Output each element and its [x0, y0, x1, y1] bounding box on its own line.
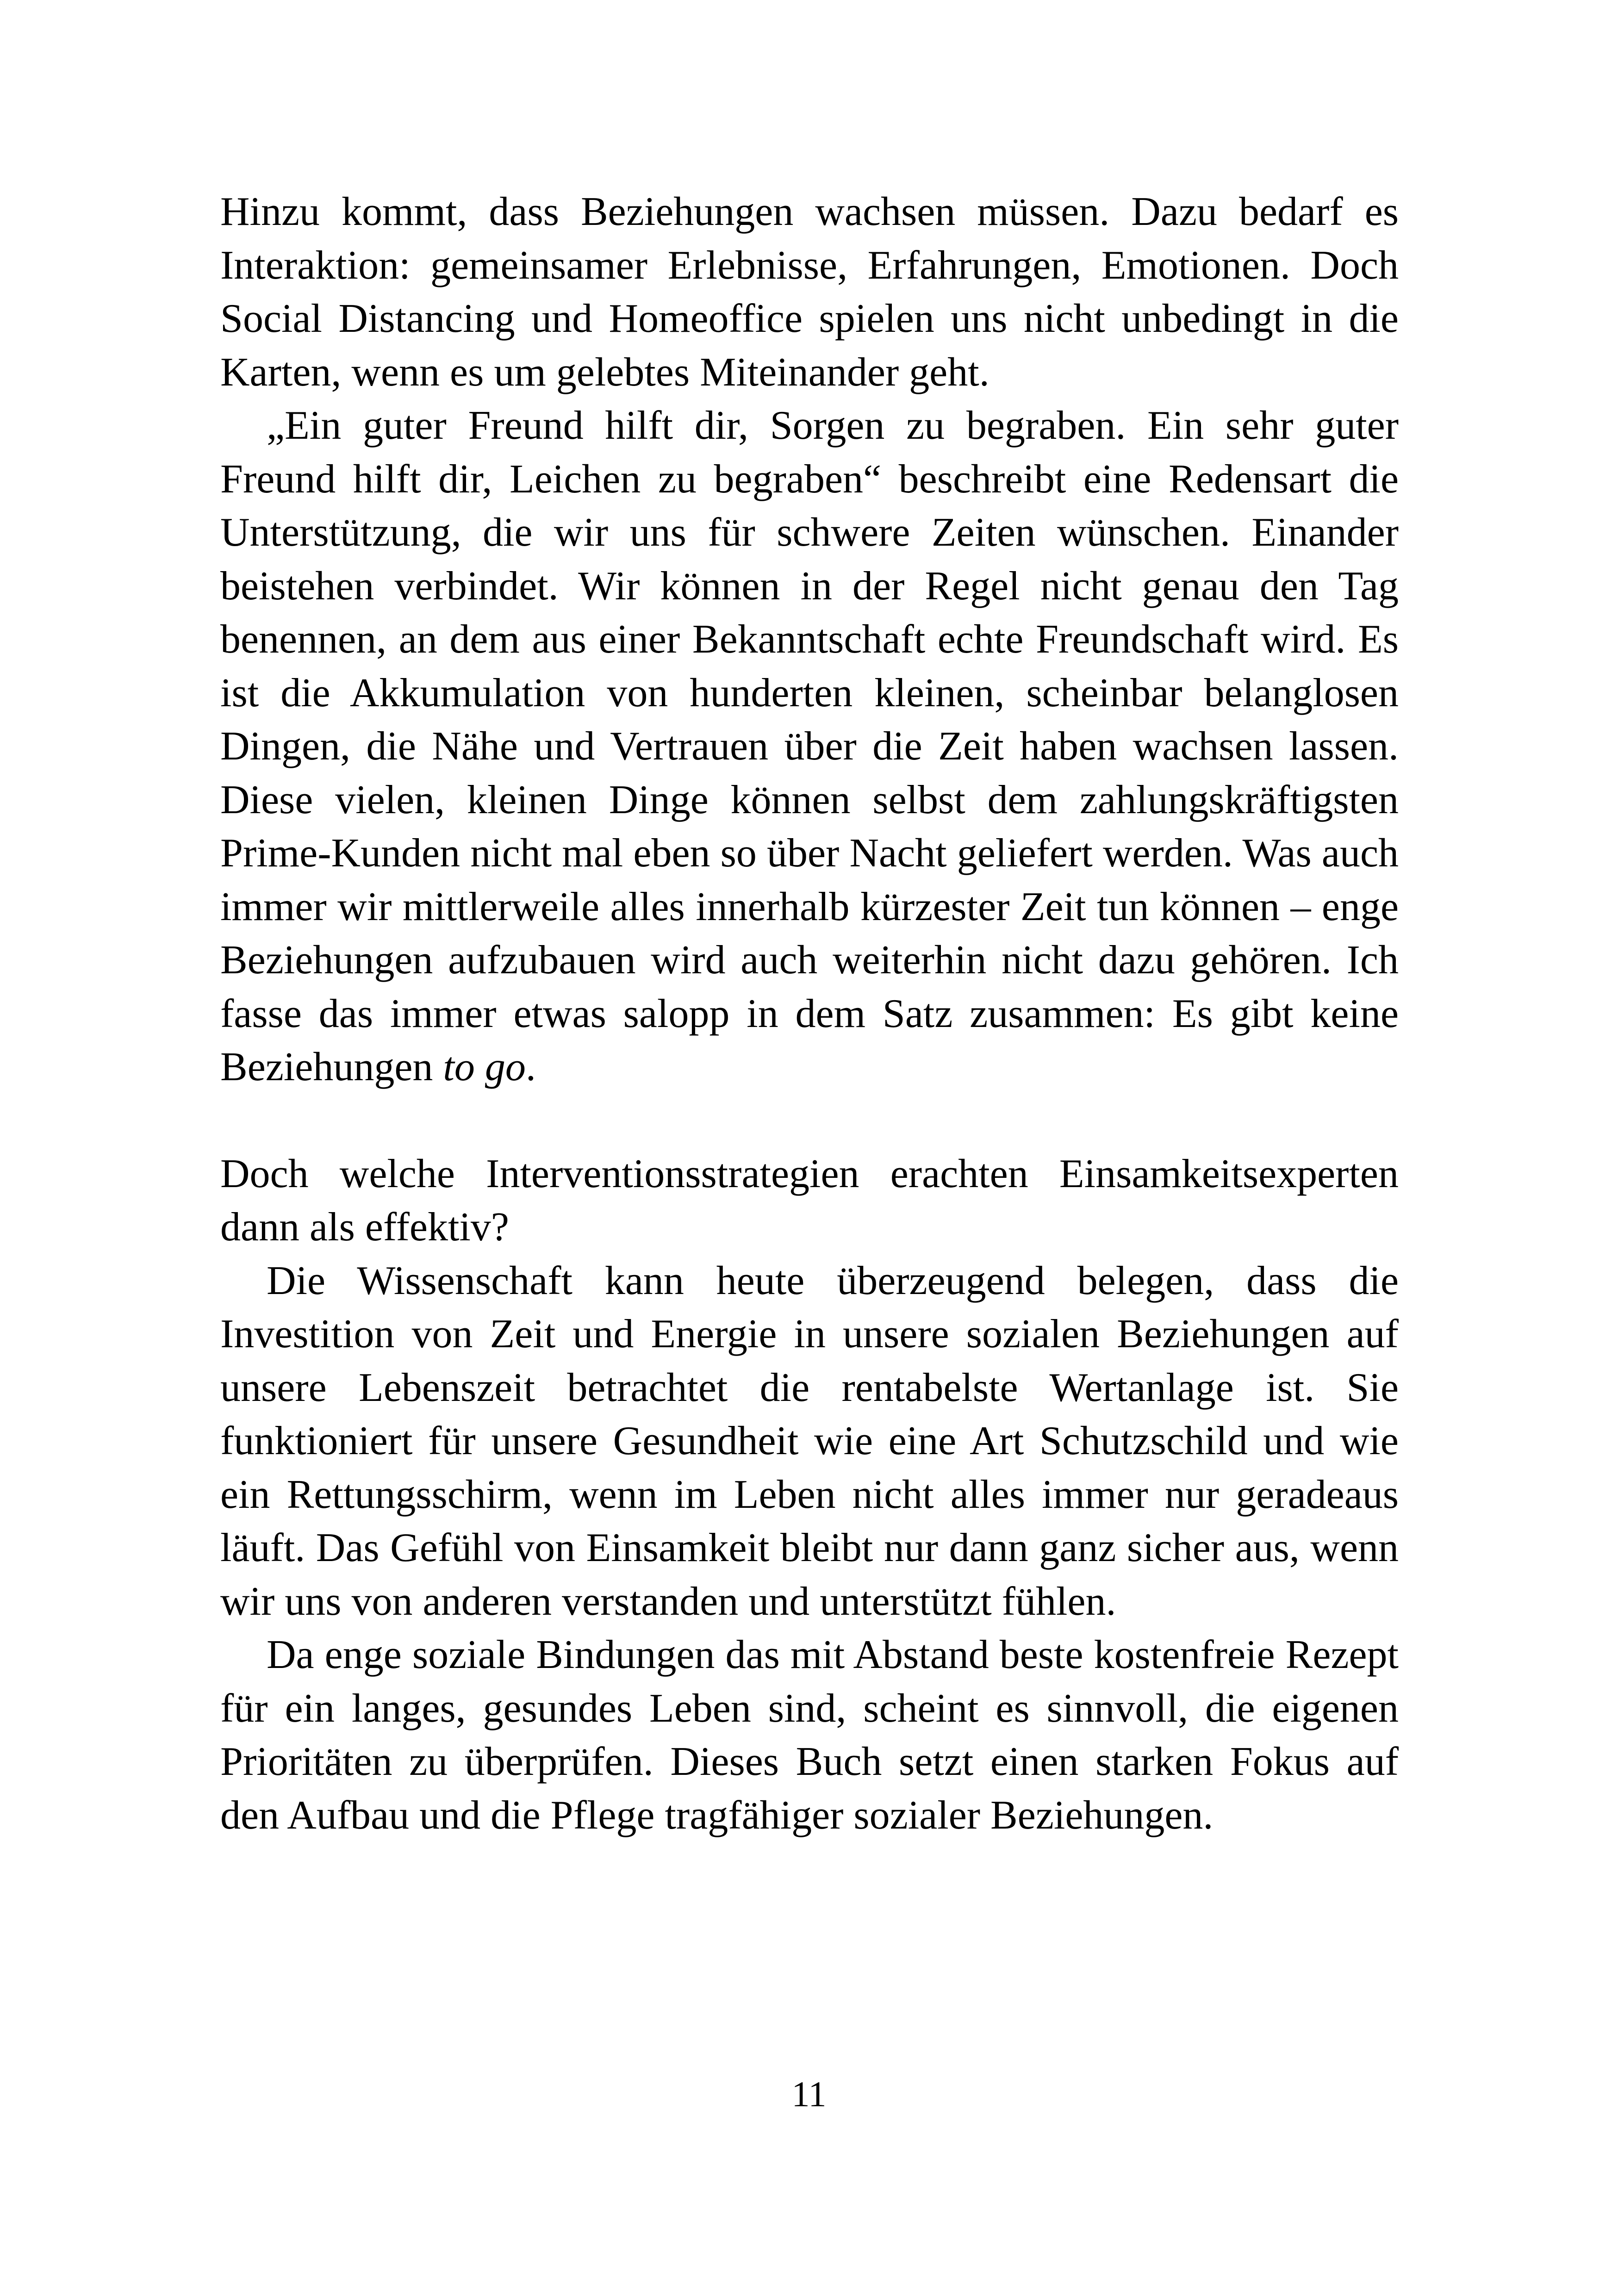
page-number: 11 [791, 2074, 827, 2114]
section-break [220, 1094, 1399, 1147]
sentence-end: . [525, 1045, 536, 1089]
italic-phrase: to go [443, 1045, 526, 1089]
paragraph-science-evidence: Die Wissenschaft kann heute überzeugend belegen, dass die Investition von Zeit und Energie in unsere sozialen Beziehungen auf unsere Lebenszeit betrachtet die rentabelste Wertanlage ist. Sie funktioniert für unsere Gesundheit wie eine Art Schutzschild und wie ein Rettungsschirm, wenn im Leben nicht alles immer nur geradeaus läuft. Das Gefühl von Einsamkeit bleibt nur dann ganz sicher aus, wenn wir uns von anderen verstanden und unterstützt fühlen. [220, 1258, 1399, 1624]
paragraph-good-friend-quote [220, 399, 1399, 1094]
body-text [220, 185, 1399, 1842]
paragraph-intervention-question: Doch welche Interventionsstrategien erachten Einsamkeitsexperten dann als effektiv? [220, 1151, 1399, 1250]
paragraph-text: „Ein guter Freund hilft dir, Sorgen zu begraben. Ein sehr guter Freund hilft dir, Leichen zu begraben“ beschreibt eine Redensart die Unterstützung, die wir uns für schwere Zeiten wünschen. Einander beistehen verbindet. Wir können in der Regel nicht genau den Tag benennen, an dem aus einer Bekanntschaft echte Freundschaft wird. Es ist die Akkumulation von hunderten kleinen, scheinbar belanglosen Dingen, die Nähe und Vertrauen über die Zeit haben wachsen lassen. Diese vielen, kleinen Dinge können selbst dem zahlungskräftigsten Prime-Kunden nicht mal eben so über Nacht geliefert werden. Was auch immer wir mittlerweile alles innerhalb kürzester Zeit tun können – enge Beziehungen aufzubauen wird auch weiterhin nicht dazu gehören. Ich fasse das immer etwas salopp in dem Satz zusammen: Es gibt keine Beziehungen [220, 403, 1399, 1089]
paragraph-relationships-grow: Hinzu kommt, dass Beziehungen wachsen müssen. Dazu bedarf es Interaktion: gemeinsamer Erlebnisse, Erfahrungen, Emotionen. Doch Social Distancing und Homeoffice spielen uns nicht unbedingt in die Karten, wenn es um gelebtes Miteinander geht. [220, 189, 1399, 395]
paragraph-social-bonds: Da enge soziale Bindungen das mit Abstand beste kostenfreie Rezept für ein langes, gesundes Leben sind, scheint es sinnvoll, die eigenen Prioritäten zu überprüfen. Dieses Buch setzt einen starken Fokus auf den Aufbau und die Pflege tragfähiger sozialer Beziehungen. [220, 1632, 1399, 1838]
